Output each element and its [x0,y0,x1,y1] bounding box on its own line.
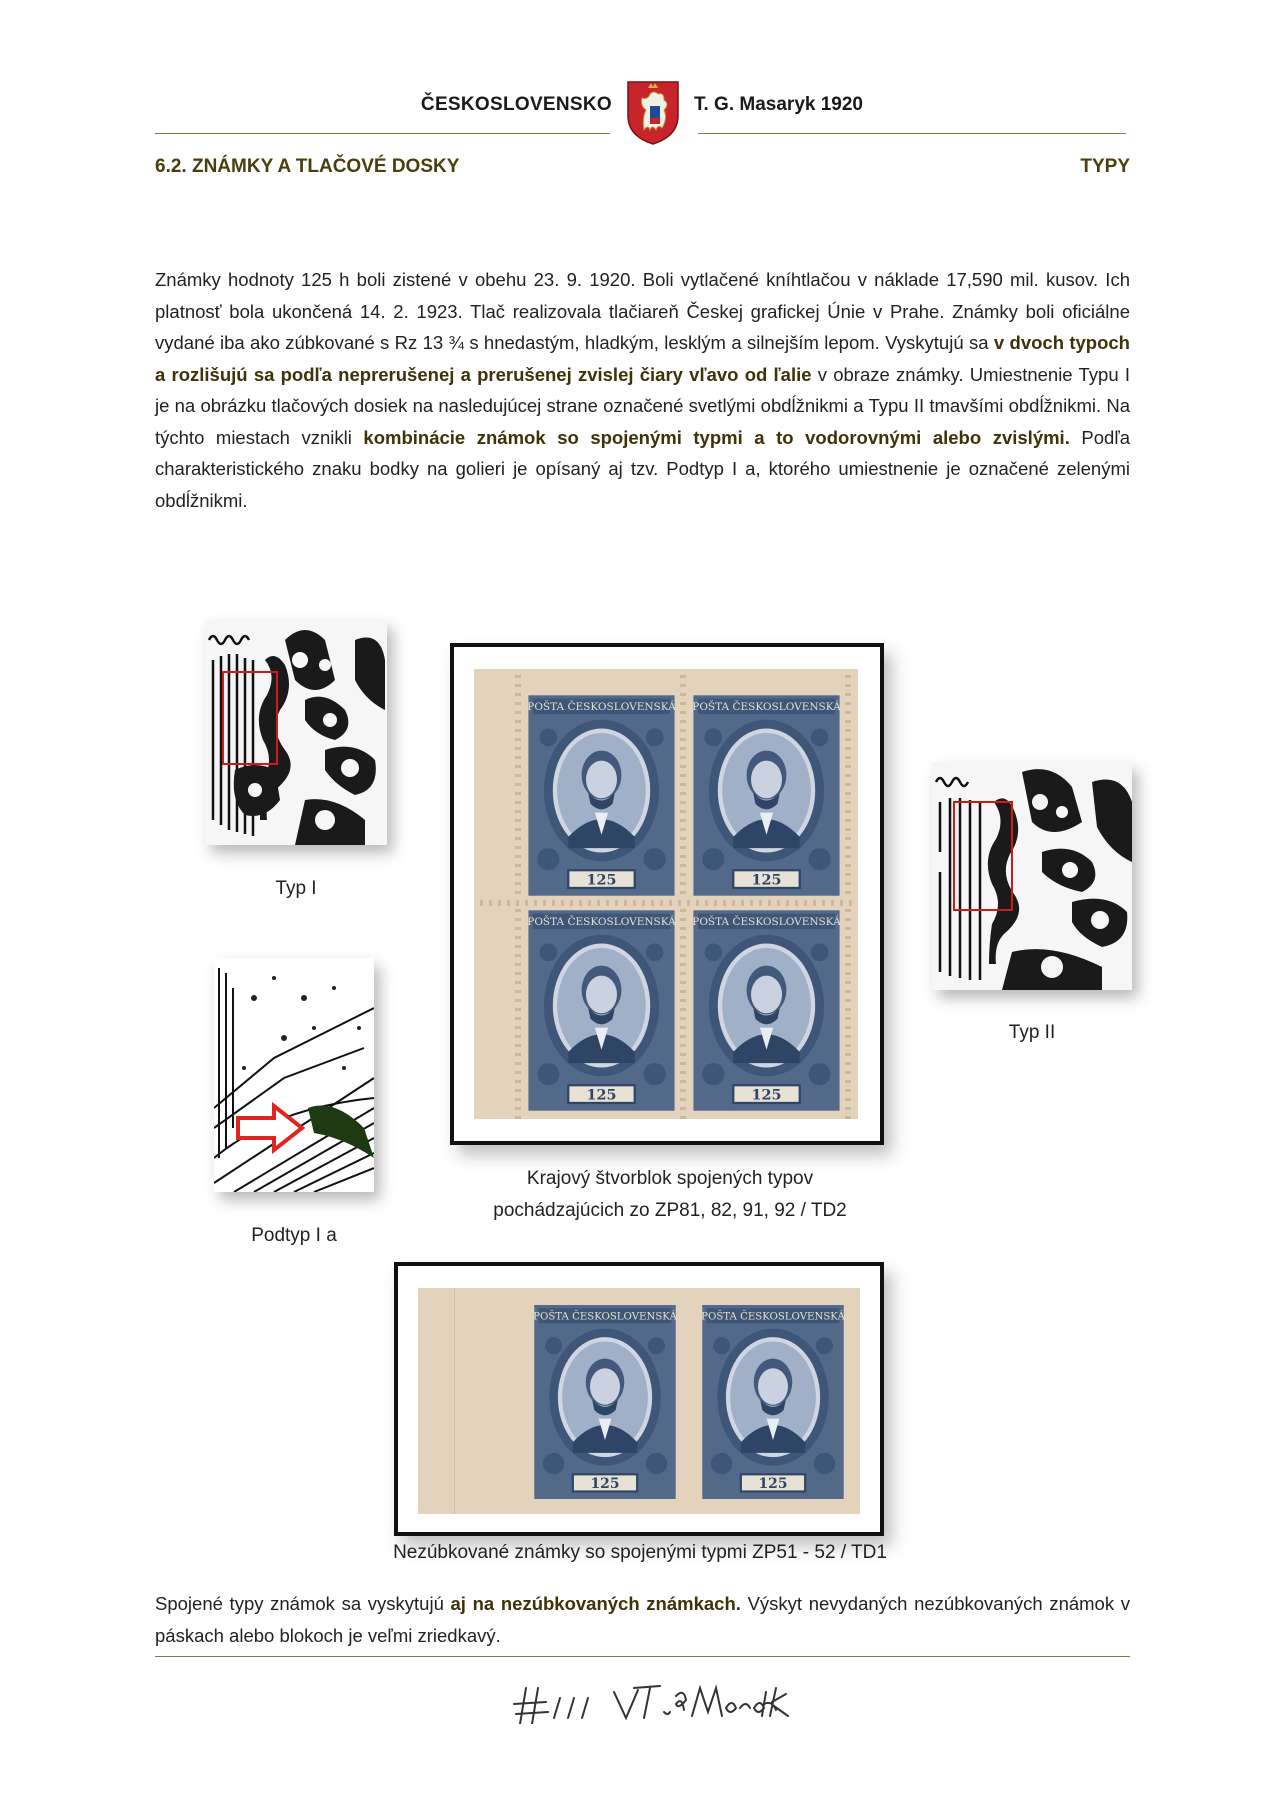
intro-text-1: Známky hodnoty 125 h boli zistené v obehu 23. 9. 1920. Boli vytlačené kníhtlačou v náklade 17,590 mil. kusov. Ich platnosť bola ukončená 14. 2. 1923. Tlač realizovala tlačiareň Českej grafickej Únie v Prahe. Známky boli oficiálne vydané iba ako zúbkované s Rz 13 ¾ s hnedastým, hladkým, lesklým a silnejším lepom. Vyskytujú sa [155,269,1130,353]
block-of-four-caption [430,1163,910,1227]
header-subject: T. G. Masaryk 1920 [694,94,863,115]
typ2-detail-image [932,762,1132,990]
header-divider-left [155,133,610,134]
outro-paragraph [155,1588,1130,1651]
stamp-top-right [689,693,844,898]
typ1-caption: Typ I [275,878,317,899]
typ2-caption: Typ II [1008,1022,1056,1043]
header-divider-right [698,133,1126,134]
header-country: ČESKOSLOVENSKO [420,94,612,115]
intro-text-3: Podľa charakteristického znaku bodky na golieri je opísaný aj tzv. Podtyp I a, ktorého umiestnenie je označené zelenými obdĺžnikmi. [155,426,1130,511]
typ1-detail-image [205,620,387,845]
perforation-left [515,669,521,1119]
stamp-bottom-left [524,908,679,1113]
section-type: TYPY [1080,156,1130,177]
stamp-top-left [524,693,679,898]
imperforate-stamp-right [698,1302,848,1502]
block-of-four-sheet [474,669,858,1119]
intro-paragraph [155,264,1130,516]
intro-bold-2: kombinácie známok so spojenými typmi a to vodorovnými alebo zvislými. [363,426,1070,448]
imperforate-pair-frame [394,1262,884,1536]
stamp-bottom-right [689,908,844,1113]
sheet-margin-line [454,1288,455,1514]
intro-bold-1: v dvoch typoch a rozlišujú sa podľa neprerušenej a prerušenej zvislej čiary vľavo od ľalie [155,332,1130,385]
podtyp1a-detail-image [214,958,374,1192]
outro-bold-1: aj na nezúbkovaných známkach. [450,1593,741,1614]
outro-text-2: Výskyt nevydaných nezúbkovaných známok v páskach alebo blokoch je veľmi zriedkavý. [155,1593,1131,1646]
intro-text-2: v obraze známky. Umiestnenie Typu I je na obrázku tlačových dosiek na nasledujúcej strane označené svetlými obdĺžnikmi a Typu II tmavšími obdĺžnikmi. Na týchto miestach vznikli [155,363,1130,448]
handwritten-signature [510,1668,790,1724]
perforation-horizontal [474,900,858,906]
imperforate-pair-caption: Nezúbkované známky so spojenými typmi ZP51 - 52 / TD1 [393,1542,887,1563]
block-of-four-frame [450,643,884,1145]
podtyp1a-caption: Podtyp I a [251,1225,337,1246]
footer-divider [155,1656,1130,1657]
perforation-middle [680,669,686,1119]
perforation-right [845,669,851,1119]
outro-text-1: Spojené typy známok sa vyskytujú [155,1593,451,1614]
czechoslovak-coat-of-arms-icon [624,78,682,146]
block-caption-line-2: pochádzajúcich zo ZP81, 82, 91, 92 / TD2 [493,1200,847,1221]
section-title: 6.2. ZNÁMKY A TLAČOVÉ DOSKY [155,156,460,177]
imperforate-pair-sheet [418,1288,860,1514]
block-caption-line-1: Krajový štvorblok spojených typov [526,1168,814,1189]
imperforate-stamp-left [530,1302,680,1502]
